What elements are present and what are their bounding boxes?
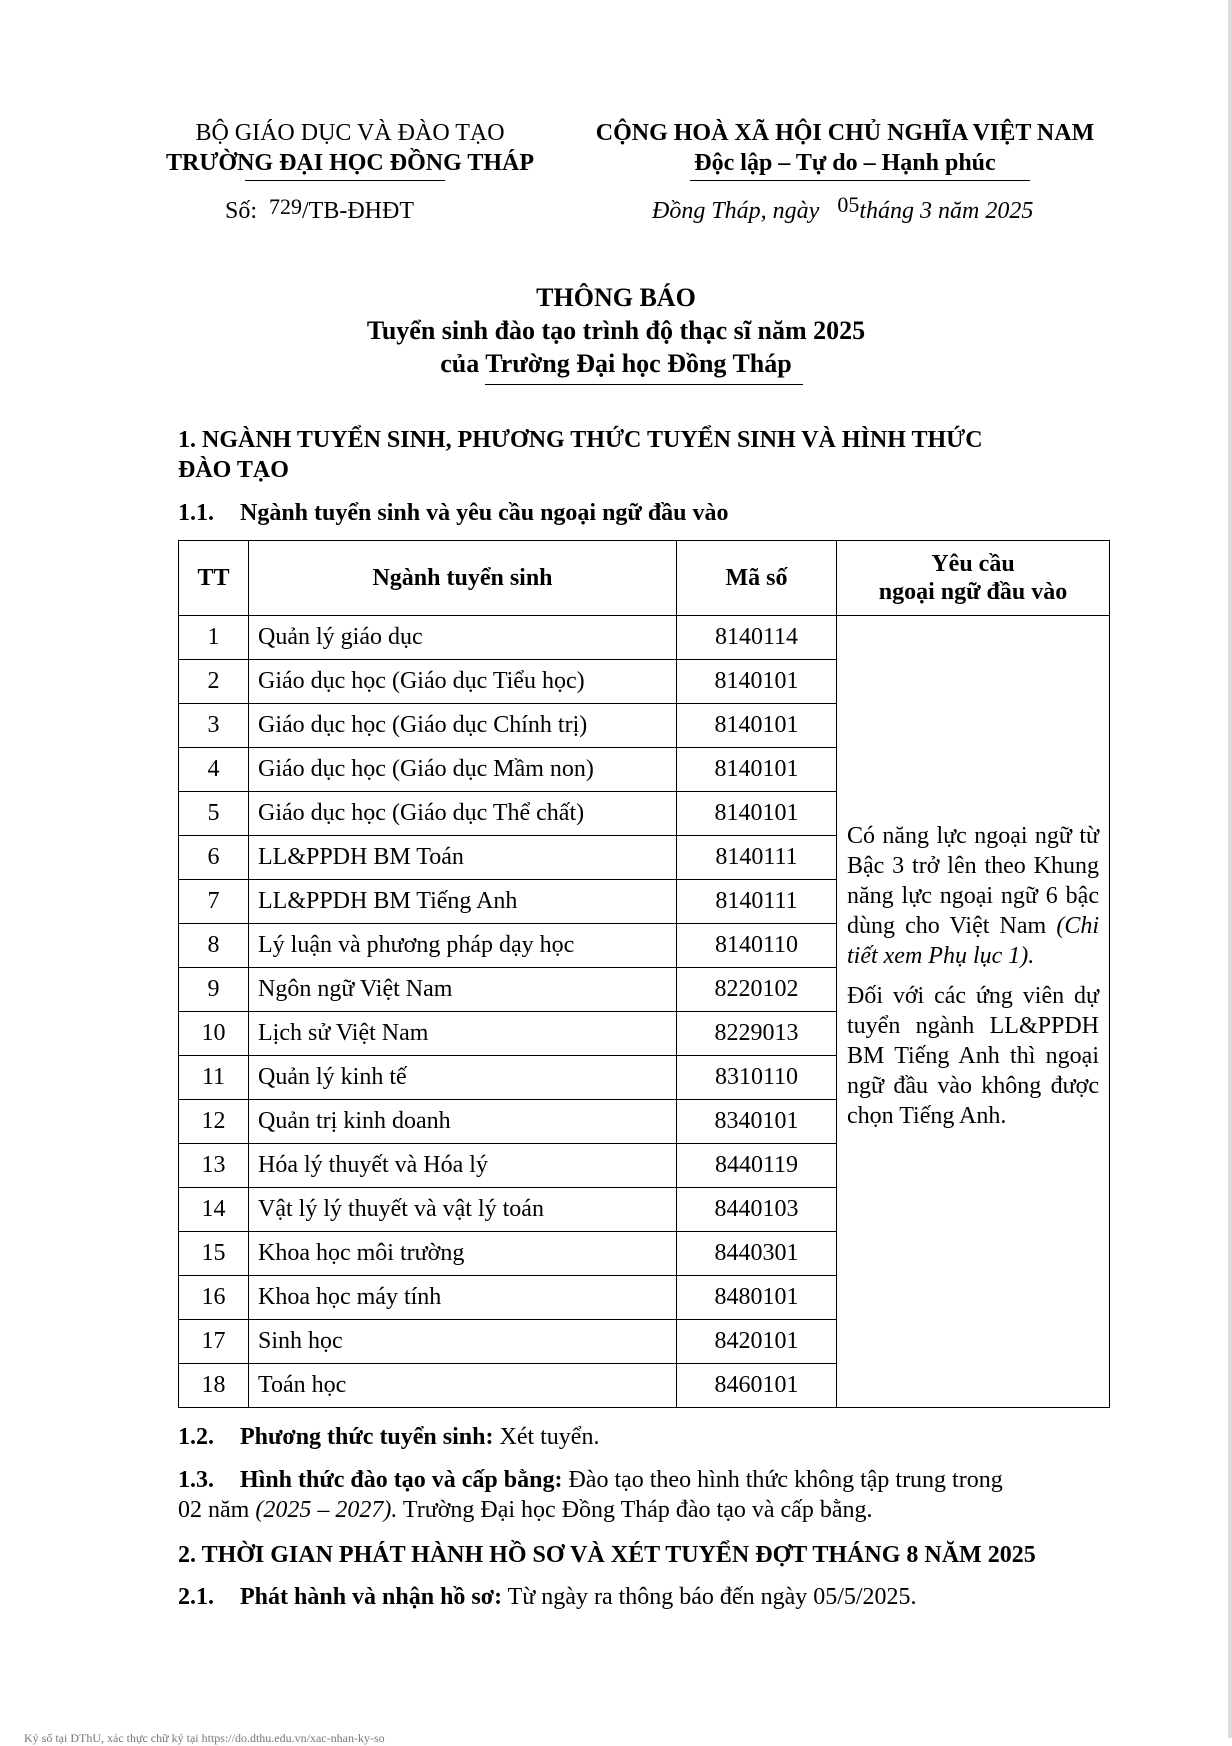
row-tt: 18 xyxy=(179,1364,249,1408)
row-tt: 9 xyxy=(179,968,249,1012)
row-code: 8140111 xyxy=(677,880,837,924)
row-code: 8140110 xyxy=(677,924,837,968)
subsection-1-3-num: 1.3. xyxy=(178,1467,214,1493)
row-program: Ngôn ngữ Việt Nam xyxy=(249,968,677,1012)
row-program: Hóa lý thuyết và Hóa lý xyxy=(249,1144,677,1188)
row-code: 8140111 xyxy=(677,836,837,880)
subsection-1-3-text-1: Đào tạo theo hình thức không tập trung trong xyxy=(562,1467,1003,1493)
row-tt: 10 xyxy=(179,1012,249,1056)
subtitle-prefix: của xyxy=(440,349,486,378)
row-program: Khoa học máy tính xyxy=(249,1276,677,1320)
country-name: CỘNG HOÀ XÃ HỘI CHỦ NGHĨA VIỆT NAM xyxy=(595,120,1095,146)
row-program: LL&PPDH BM Toán xyxy=(249,836,677,880)
header-requirement xyxy=(837,541,1110,616)
row-tt: 7 xyxy=(179,880,249,924)
number-value: 729 xyxy=(269,194,303,219)
row-program: Quản trị kinh doanh xyxy=(249,1100,677,1144)
row-program: Vật lý lý thuyết và vật lý toán xyxy=(249,1188,677,1232)
subsection-2-1-text: Từ ngày ra thông báo đến ngày 05/5/2025. xyxy=(502,1584,917,1610)
section2-heading: 2. THỜI GIAN PHÁT HÀNH HỒ SƠ VÀ XÉT TUYỂN ĐỢT THÁNG 8 NĂM 2025 xyxy=(178,1542,1036,1568)
row-code: 8140101 xyxy=(677,660,837,704)
row-code: 8480101 xyxy=(677,1276,837,1320)
row-program: Quản lý kinh tế xyxy=(249,1056,677,1100)
row-tt: 11 xyxy=(179,1056,249,1100)
requirement-paragraph-1 xyxy=(847,821,1099,971)
row-code: 8140101 xyxy=(677,748,837,792)
requirement-appendix-ref: (Chi tiết xem Phụ lục 1). xyxy=(847,913,1099,969)
header-tt: TT xyxy=(179,541,249,616)
header-requirement-line1: Yêu cầu xyxy=(931,551,1015,577)
title-underline xyxy=(485,384,803,385)
row-tt: 2 xyxy=(179,660,249,704)
subsection-1-2-text: Xét tuyển. xyxy=(493,1424,600,1450)
digital-signature-footer: Ký số tại DThU, xác thực chữ ký tại https://do.dthu.edu.vn/xac-nhan-ky-so xyxy=(24,1731,385,1745)
subsection-1-1-num: 1.1. xyxy=(178,500,214,526)
row-code: 8229013 xyxy=(677,1012,837,1056)
subsection-1-3-text-2a: 02 năm xyxy=(178,1497,256,1523)
subsection-2-1-num: 2.1. xyxy=(178,1584,214,1610)
subsection-1-2-num: 1.2. xyxy=(178,1424,214,1450)
row-code: 8310110 xyxy=(677,1056,837,1100)
document-number xyxy=(225,194,414,225)
row-program: Giáo dục học (Giáo dục Tiểu học) xyxy=(249,660,677,704)
requirement-cell xyxy=(837,616,1110,1408)
notice-subtitle-2 xyxy=(0,349,1232,379)
header-requirement-line2: ngoại ngữ đầu vào xyxy=(878,579,1068,605)
university-underline xyxy=(245,180,445,181)
header-program: Ngành tuyển sinh xyxy=(249,541,677,616)
row-tt: 6 xyxy=(179,836,249,880)
table-header-row xyxy=(179,541,1110,616)
national-motto: Độc lập – Tự do – Hạnh phúc xyxy=(694,150,996,176)
section1-heading-cont: ĐÀO TẠO xyxy=(178,457,289,483)
row-program: Sinh học xyxy=(249,1320,677,1364)
section1-heading: 1. NGÀNH TUYỂN SINH, PHƯƠNG THỨC TUYỂN SINH VÀ HÌNH THỨC xyxy=(178,427,983,453)
university-name: TRƯỜNG ĐẠI HỌC ĐỒNG THÁP xyxy=(165,150,534,176)
row-tt: 17 xyxy=(179,1320,249,1364)
row-tt: 15 xyxy=(179,1232,249,1276)
row-tt: 12 xyxy=(179,1100,249,1144)
row-code: 8140114 xyxy=(677,616,837,660)
document-date xyxy=(652,192,1034,225)
subsection-1-2 xyxy=(178,1422,599,1452)
date-day: 05 xyxy=(837,192,860,217)
row-program: Lịch sử Việt Nam xyxy=(249,1012,677,1056)
ministry-name: BỘ GIÁO DỤC VÀ ĐÀO TẠO xyxy=(195,120,505,146)
row-program: Giáo dục học (Giáo dục Chính trị) xyxy=(249,704,677,748)
requirement-text-1: Có năng lực ngoại ngữ từ Bậc 3 trở lên theo Khung năng lực ngoại ngữ 6 bậc dùng cho Việt Nam xyxy=(847,823,1099,939)
date-prefix: Đồng Tháp, ngày xyxy=(652,198,820,224)
row-code: 8440119 xyxy=(677,1144,837,1188)
notice-subtitle: Tuyển sinh đào tạo trình độ thạc sĩ năm 2025 xyxy=(366,316,866,345)
header-code: Mã số xyxy=(677,541,837,616)
date-suffix: tháng 3 năm 2025 xyxy=(859,198,1034,224)
row-tt: 13 xyxy=(179,1144,249,1188)
number-prefix: Số: xyxy=(225,198,258,224)
subsection-2-1 xyxy=(178,1582,917,1612)
motto-underline xyxy=(690,180,1030,181)
row-program: Khoa học môi trường xyxy=(249,1232,677,1276)
row-program: Toán học xyxy=(249,1364,677,1408)
row-code: 8220102 xyxy=(677,968,837,1012)
notice-title: THÔNG BÁO xyxy=(536,283,696,312)
subsection-2-1-label: Phát hành và nhận hồ sơ: xyxy=(240,1584,503,1610)
row-code: 8460101 xyxy=(677,1364,837,1408)
subsection-1-3-text-2c: Trường Đại học Đồng Tháp đào tạo và cấp bằng. xyxy=(397,1497,873,1523)
number-suffix: /TB-ĐHĐT xyxy=(302,198,414,224)
row-code: 8420101 xyxy=(677,1320,837,1364)
subtitle-university: Trường Đại học Đồng Tháp xyxy=(485,349,792,378)
subsection-1-1-title: Ngành tuyển sinh và yêu cầu ngoại ngữ đầu vào xyxy=(240,500,729,526)
row-program: Giáo dục học (Giáo dục Thể chất) xyxy=(249,792,677,836)
row-program: Quản lý giáo dục xyxy=(249,616,677,660)
table-row xyxy=(179,616,1110,660)
subsection-1-2-label: Phương thức tuyển sinh: xyxy=(240,1424,494,1450)
row-tt: 14 xyxy=(179,1188,249,1232)
subsection-1-3-label: Hình thức đào tạo và cấp bằng: xyxy=(240,1467,563,1493)
row-tt: 16 xyxy=(179,1276,249,1320)
row-program: LL&PPDH BM Tiếng Anh xyxy=(249,880,677,924)
subsection-1-3-cont xyxy=(178,1495,872,1525)
row-tt: 3 xyxy=(179,704,249,748)
row-program: Giáo dục học (Giáo dục Mầm non) xyxy=(249,748,677,792)
subsection-1-1 xyxy=(178,500,729,527)
row-code: 8440103 xyxy=(677,1188,837,1232)
subsection-1-3 xyxy=(178,1465,1003,1495)
row-code: 8340101 xyxy=(677,1100,837,1144)
row-code: 8140101 xyxy=(677,704,837,748)
programs-table xyxy=(178,540,1110,1408)
row-tt: 5 xyxy=(179,792,249,836)
row-code: 8140101 xyxy=(677,792,837,836)
row-tt: 8 xyxy=(179,924,249,968)
subsection-1-3-period: (2025 – 2027). xyxy=(255,1497,398,1523)
row-program: Lý luận và phương pháp dạy học xyxy=(249,924,677,968)
page-edge xyxy=(1228,0,1232,1738)
row-tt: 1 xyxy=(179,616,249,660)
row-code: 8440301 xyxy=(677,1232,837,1276)
row-tt: 4 xyxy=(179,748,249,792)
requirement-paragraph-2: Đối với các ứng viên dự tuyển ngành LL&PPDH BM Tiếng Anh thì ngoại ngữ đầu vào không được chọn Tiếng Anh. xyxy=(847,983,1099,1129)
